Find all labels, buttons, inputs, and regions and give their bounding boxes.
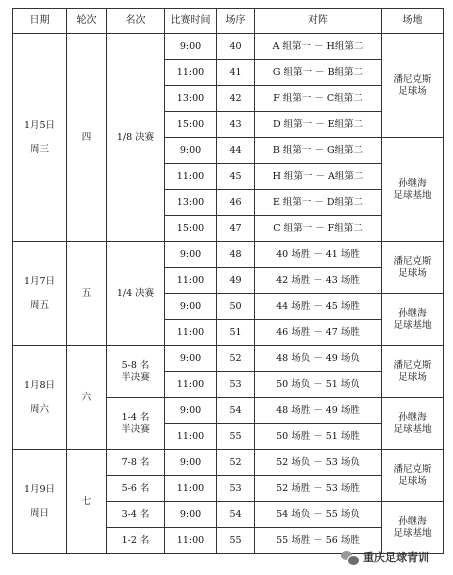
matchup-cell: 46 场胜 － 47 场胜	[255, 320, 382, 346]
matchup-cell: 42 场胜 － 43 场胜	[255, 268, 382, 294]
matchup-cell: 50 场负 － 51 场负	[255, 372, 382, 398]
table-row	[13, 242, 444, 268]
matchup-cell: B 组第一 － G组第二	[255, 138, 382, 164]
matchup-cell: 48 场胜 － 49 场胜	[255, 398, 382, 424]
time-cell: 11:00	[165, 60, 217, 86]
match-no-cell: 54	[217, 398, 255, 424]
header-rank: 名次	[107, 9, 165, 34]
match-schedule-table	[12, 8, 444, 554]
match-no-cell: 53	[217, 372, 255, 398]
schedule-body	[13, 34, 444, 554]
round-cell: 四	[67, 34, 107, 242]
time-cell: 9:00	[165, 502, 217, 528]
table-row	[13, 346, 444, 372]
matchup-cell: G 组第一 － B组第二	[255, 60, 382, 86]
round-cell: 五	[67, 242, 107, 346]
match-no-cell: 42	[217, 86, 255, 112]
round-cell: 六	[67, 346, 107, 450]
time-cell: 11:00	[165, 528, 217, 554]
rank-cell: 1-2 名	[107, 528, 165, 554]
matchup-cell: F 组第一 － C组第二	[255, 86, 382, 112]
matchup-cell: E 组第一 － D组第二	[255, 190, 382, 216]
time-cell: 9:00	[165, 138, 217, 164]
match-no-cell: 52	[217, 346, 255, 372]
match-no-cell: 44	[217, 138, 255, 164]
header-match-no: 场序	[217, 9, 255, 34]
matchup-cell: C 组第一 － F组第二	[255, 216, 382, 242]
match-no-cell: 40	[217, 34, 255, 60]
match-no-cell: 51	[217, 320, 255, 346]
time-cell: 9:00	[165, 450, 217, 476]
header-date: 日期	[13, 9, 67, 34]
match-no-cell: 43	[217, 112, 255, 138]
time-cell: 9:00	[165, 242, 217, 268]
time-cell: 9:00	[165, 294, 217, 320]
watermark-text: 重庆足球青训	[363, 551, 429, 564]
match-no-cell: 49	[217, 268, 255, 294]
venue-cell: 孙继海 足球基地	[382, 502, 444, 554]
rank-cell: 5-6 名	[107, 476, 165, 502]
time-cell: 15:00	[165, 216, 217, 242]
date-cell: 1月5日 周三	[13, 34, 67, 242]
time-cell: 11:00	[165, 320, 217, 346]
time-cell: 11:00	[165, 268, 217, 294]
header-venue: 场地	[382, 9, 444, 34]
matchup-cell: 54 场负 － 55 场负	[255, 502, 382, 528]
date-cell: 1月8日 周六	[13, 346, 67, 450]
match-no-cell: 54	[217, 502, 255, 528]
match-no-cell: 53	[217, 476, 255, 502]
matchup-cell: 50 场胜 － 51 场胜	[255, 424, 382, 450]
time-cell: 9:00	[165, 34, 217, 60]
match-no-cell: 48	[217, 242, 255, 268]
table-row	[13, 450, 444, 476]
time-cell: 9:00	[165, 398, 217, 424]
rank-cell: 1/8 决赛	[107, 34, 165, 242]
matchup-cell: 44 场胜 － 45 场胜	[255, 294, 382, 320]
venue-cell: 孙继海 足球基地	[382, 398, 444, 450]
date-cell: 1月7日 周五	[13, 242, 67, 346]
header-matchup: 对阵	[255, 9, 382, 34]
date-cell: 1月9日 周日	[13, 450, 67, 554]
time-cell: 11:00	[165, 164, 217, 190]
round-cell: 七	[67, 450, 107, 554]
header-round: 轮次	[67, 9, 107, 34]
rank-cell: 5-8 名 半决赛	[107, 346, 165, 398]
matchup-cell: A 组第一 － H组第二	[255, 34, 382, 60]
time-cell: 13:00	[165, 86, 217, 112]
venue-cell: 潘尼克斯 足球场	[382, 346, 444, 398]
match-no-cell: 55	[217, 528, 255, 554]
header-row	[13, 9, 444, 34]
match-no-cell: 55	[217, 424, 255, 450]
rank-cell: 7-8 名	[107, 450, 165, 476]
match-no-cell: 50	[217, 294, 255, 320]
match-no-cell: 45	[217, 164, 255, 190]
table-row	[13, 34, 444, 60]
venue-cell: 孙继海 足球基地	[382, 138, 444, 242]
matchup-cell: H 组第一 － A组第二	[255, 164, 382, 190]
rank-cell: 3-4 名	[107, 502, 165, 528]
header-time: 比赛时间	[165, 9, 217, 34]
matchup-cell: 52 场负 － 53 场负	[255, 450, 382, 476]
matchup-cell: 40 场胜 － 41 场胜	[255, 242, 382, 268]
time-cell: 11:00	[165, 476, 217, 502]
match-no-cell: 41	[217, 60, 255, 86]
time-cell: 13:00	[165, 190, 217, 216]
matchup-cell: D 组第一 － E组第二	[255, 112, 382, 138]
venue-cell: 潘尼克斯 足球场	[382, 242, 444, 294]
rank-cell: 1/4 决赛	[107, 242, 165, 346]
matchup-cell: 48 场负 － 49 场负	[255, 346, 382, 372]
wechat-icon	[341, 550, 359, 564]
venue-cell: 潘尼克斯 足球场	[382, 34, 444, 138]
watermark	[341, 549, 429, 565]
venue-cell: 潘尼克斯 足球场	[382, 450, 444, 502]
matchup-cell: 52 场胜 － 53 场胜	[255, 476, 382, 502]
schedule-container	[12, 8, 444, 554]
time-cell: 9:00	[165, 346, 217, 372]
match-no-cell: 46	[217, 190, 255, 216]
time-cell: 15:00	[165, 112, 217, 138]
match-no-cell: 47	[217, 216, 255, 242]
time-cell: 11:00	[165, 424, 217, 450]
rank-cell: 1-4 名 半决赛	[107, 398, 165, 450]
venue-cell: 孙继海 足球基地	[382, 294, 444, 346]
time-cell: 11:00	[165, 372, 217, 398]
matchup-cell: 55 场胜 － 56 场胜	[255, 528, 382, 554]
match-no-cell: 52	[217, 450, 255, 476]
